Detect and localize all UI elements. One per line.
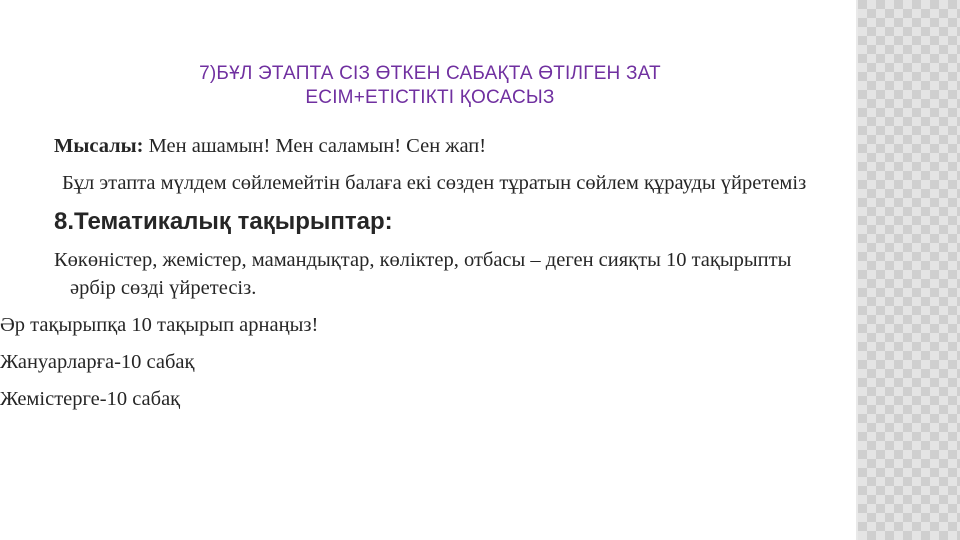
title-line-1: 7)БҰЛ ЭТАПТА СІЗ ӨТКЕН САБАҚТА ӨТІЛГЕН ЗАТ [199,63,661,84]
line-3: Әр тақырыпқа 10 тақырып арнаңыз! [0,314,319,336]
line-5: Жемістерге-10 сабақ [0,388,181,410]
paragraph-1: Бұл этапта мүлдем сөйлемейтін балаға екі сөзден тұратын сөйлем құрауды үйретеміз [62,172,807,194]
example-text: Мен ашамын! Мен саламын! Сен жап! [143,135,487,157]
line-4: Жануарларға-10 сабақ [0,351,195,373]
slide-body [0,132,834,422]
decorative-pattern-panel [858,0,960,540]
title-line-2: ЕСІМ+ЕТІСТІКТІ ҚОСАСЫЗ [305,87,555,108]
example-label: Мысалы: [54,135,144,157]
slide-title [60,62,800,110]
paragraph-2: Көкөністер, жемістер, мамандықтар, көліктер, отбасы – деген сияқты 10 тақырыпты әрбір сөзді үйретесіз. [54,249,792,299]
example-paragraph [54,132,834,160]
section-heading: 8.Тематикалық тақырыптар: [54,208,393,235]
